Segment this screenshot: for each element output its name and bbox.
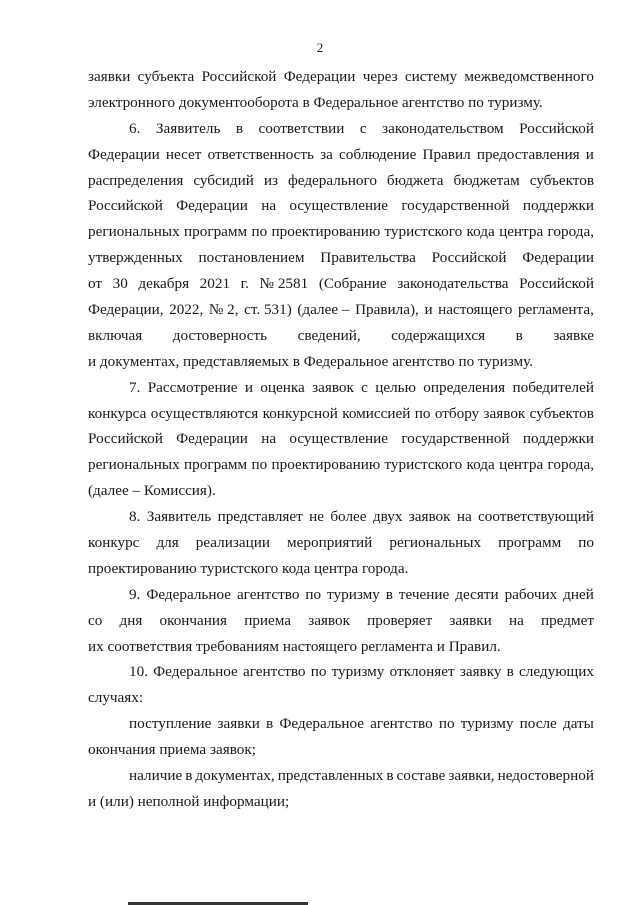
word: региональных [88,223,180,241]
word: заявок [308,611,350,629]
word: 10. [129,663,148,681]
word: региональных [389,534,482,552]
word: проектированию [271,223,381,241]
word: туризму [460,715,514,733]
word: программ [498,534,562,552]
word: недостоверной [497,767,594,785]
word: 9. [129,585,141,603]
word: г. [240,275,249,293]
word: оценка [260,378,305,396]
word: туристского [384,456,463,474]
word: определения [423,378,506,396]
word: с [359,119,367,137]
word: по [438,715,455,733]
word: десяти [455,585,499,603]
word: Правительства [320,249,416,267]
word: соответствии [258,119,345,137]
text-line [88,452,594,478]
word: декабря [138,275,190,293]
word: Правил [422,145,471,163]
text-line [88,401,594,427]
word: заявки, [448,767,495,785]
word: в [185,767,193,785]
word: региональных [88,456,180,474]
word: систему [404,68,458,85]
text-line [88,530,594,556]
word: по [251,456,268,474]
word: Федеральное [153,663,238,681]
word: Федеральное [279,715,365,733]
word: отбору [434,404,480,422]
word: не [309,508,324,526]
word: победителей [512,378,594,396]
word: заявки [88,68,131,85]
word: достоверность [172,326,268,344]
word: наличие [129,767,183,785]
word: № 2, [208,301,239,319]
word: законодательства [397,275,509,293]
word: кода [466,223,495,241]
word: законодательством [382,119,504,137]
word: осуществление [289,430,388,448]
word: рабочих [504,585,558,603]
text-line [88,323,594,349]
word: Федерации [176,197,248,215]
word: заявок [312,378,354,396]
text-line [88,245,594,271]
word: регламента, [517,301,594,319]
word: документах, [195,767,275,785]
text-line: и (или) неполной информации; [88,792,290,810]
word: от [88,275,103,293]
word: распределения [88,171,184,189]
word: 30 [112,275,128,293]
text-line: проектированию туристского кода центра города. [88,559,409,577]
word: Российской [431,249,507,267]
word: субсидий [193,171,254,189]
word: представляет [217,508,303,526]
word: осуществление [289,197,388,215]
word: в [506,663,514,681]
word: ответственность [207,145,314,163]
word: агентство [370,715,433,733]
document-body [88,64,594,815]
text-line: случаях: [88,689,144,707]
word: Федерации [283,68,356,85]
word: федерального [287,171,377,189]
text-line [88,297,594,323]
word: окончания [159,611,228,629]
word: Федерации [176,430,248,448]
word: и [424,301,433,319]
word: бюджетам [453,171,520,189]
word: проверяет [367,611,433,629]
text-line [88,142,594,168]
word: туризму [327,585,380,603]
word: целью [375,378,416,396]
word: 8. [129,508,141,526]
word: заявки [449,611,492,629]
word: для [156,534,179,552]
word: города, [547,456,594,474]
word: туристского [384,223,463,241]
word: представленных [277,767,384,785]
word: содержащихся [391,326,486,344]
text-line: и документах, представляемых в Федеральное агентство по туризму. [88,352,534,370]
word: субъекта [137,68,195,85]
text-line [88,426,594,452]
word: проектированию [271,456,381,474]
word: по [578,534,594,552]
word: после [519,715,557,733]
word: отклоняет [389,663,455,681]
word: за [320,145,333,163]
word: заявок [408,508,451,526]
word: мероприятий [287,534,373,552]
word: составе [396,767,446,785]
word: в [385,585,393,603]
word: с [361,378,368,396]
word: Заявитель [146,508,212,526]
word: Федерации [522,249,594,267]
word: межведомственного [464,68,594,85]
word: комиссией [342,404,411,422]
word: двух [372,508,403,526]
word: государственной [401,430,510,448]
word: Российской [88,197,163,215]
word: в [266,715,274,733]
word: поддержки [522,430,594,448]
word: течение [398,585,450,603]
word: по [251,223,268,241]
word: на [508,611,524,629]
word: приема [244,611,292,629]
paragraph-9-start [88,582,594,608]
word: конкурса [88,404,147,422]
word: поддержки [522,197,594,215]
word: по [414,404,431,422]
word: программ [184,223,248,241]
word: из [263,171,278,189]
word: и [585,145,594,163]
word: более [330,508,367,526]
word: (Собрание [318,275,387,293]
word: со [88,611,103,629]
word: через [362,68,398,85]
text-line [88,168,594,194]
word: предоставления [476,145,580,163]
text-line: электронного документооборота в Федеральное агентство по туризму. [88,93,543,111]
word: в [235,119,244,137]
word: постановлением [198,249,305,267]
word: Российской [201,68,277,85]
paragraph-8-start [88,504,594,530]
word: дней [563,585,594,603]
word: предмет [540,611,594,629]
word: субъектов [529,404,594,422]
word: агентство [236,585,300,603]
word: следующих [519,663,594,681]
word: на [261,197,277,215]
word: включая [88,326,143,344]
text-line [88,608,594,634]
word: соблюдение [339,145,417,163]
word: центра [499,223,544,241]
word: Российской [519,275,594,293]
word: несет [165,145,202,163]
word: Российской [88,430,163,448]
word: даты [562,715,594,733]
word: сведений, [297,326,361,344]
text-line: окончания приема заявок; [88,741,256,759]
word: соответствующий [478,508,594,526]
word: центра [499,456,544,474]
text-line [88,271,594,297]
word: по [310,663,327,681]
paragraph-10-start [88,659,594,685]
word: Заявитель [155,119,221,137]
word: Федеральное [146,585,231,603]
word: туризму [331,663,385,681]
word: кода [466,456,495,474]
paragraph-7-start [88,375,594,401]
word: ст. 531) [244,301,292,319]
word: на [261,430,277,448]
word: бюджета [386,171,444,189]
word: Федерации [88,145,160,163]
word: в [515,326,523,344]
text-line [88,64,594,90]
word: заявке [553,326,594,344]
list-item-late-submission [88,711,594,737]
word: 2021 [199,275,231,293]
word: Правила), [355,301,419,319]
word: настоящего [438,301,513,319]
word: 7. [129,378,141,396]
word: поступление [129,715,212,733]
word: Федерации, [88,301,164,319]
paragraph-6-start [88,116,594,142]
word: субъектов [529,171,594,189]
text-line [88,219,594,245]
word: заявок [483,404,526,422]
word: Рассмотрение [147,378,238,396]
list-item-false-information [88,763,594,789]
word: дня [119,611,143,629]
word: 6. [129,119,141,137]
word: заявку [459,663,502,681]
word: Российской [519,119,594,137]
word: 2022, [169,301,204,319]
word: города, [547,223,594,241]
word: на [456,508,472,526]
word: государственной [401,197,510,215]
word: конкурс [88,534,140,552]
text-line: (далее – Комиссия). [88,482,216,500]
word: осуществляются [150,404,259,422]
word: в [386,767,394,785]
word: реализации [195,534,271,552]
text-line: их соответствия требованиям настоящего регламента и Правил. [88,637,501,655]
word: конкурсной [262,404,338,422]
word: № 2581 [259,275,309,293]
word: по [305,585,322,603]
word: заявки [217,715,260,733]
text-line [88,193,594,219]
word: агентство [243,663,306,681]
page-number: 2 [316,40,324,55]
word: (далее – [297,301,350,319]
word: утвержденных [88,249,183,267]
word: и [244,378,253,396]
word: программ [184,456,248,474]
